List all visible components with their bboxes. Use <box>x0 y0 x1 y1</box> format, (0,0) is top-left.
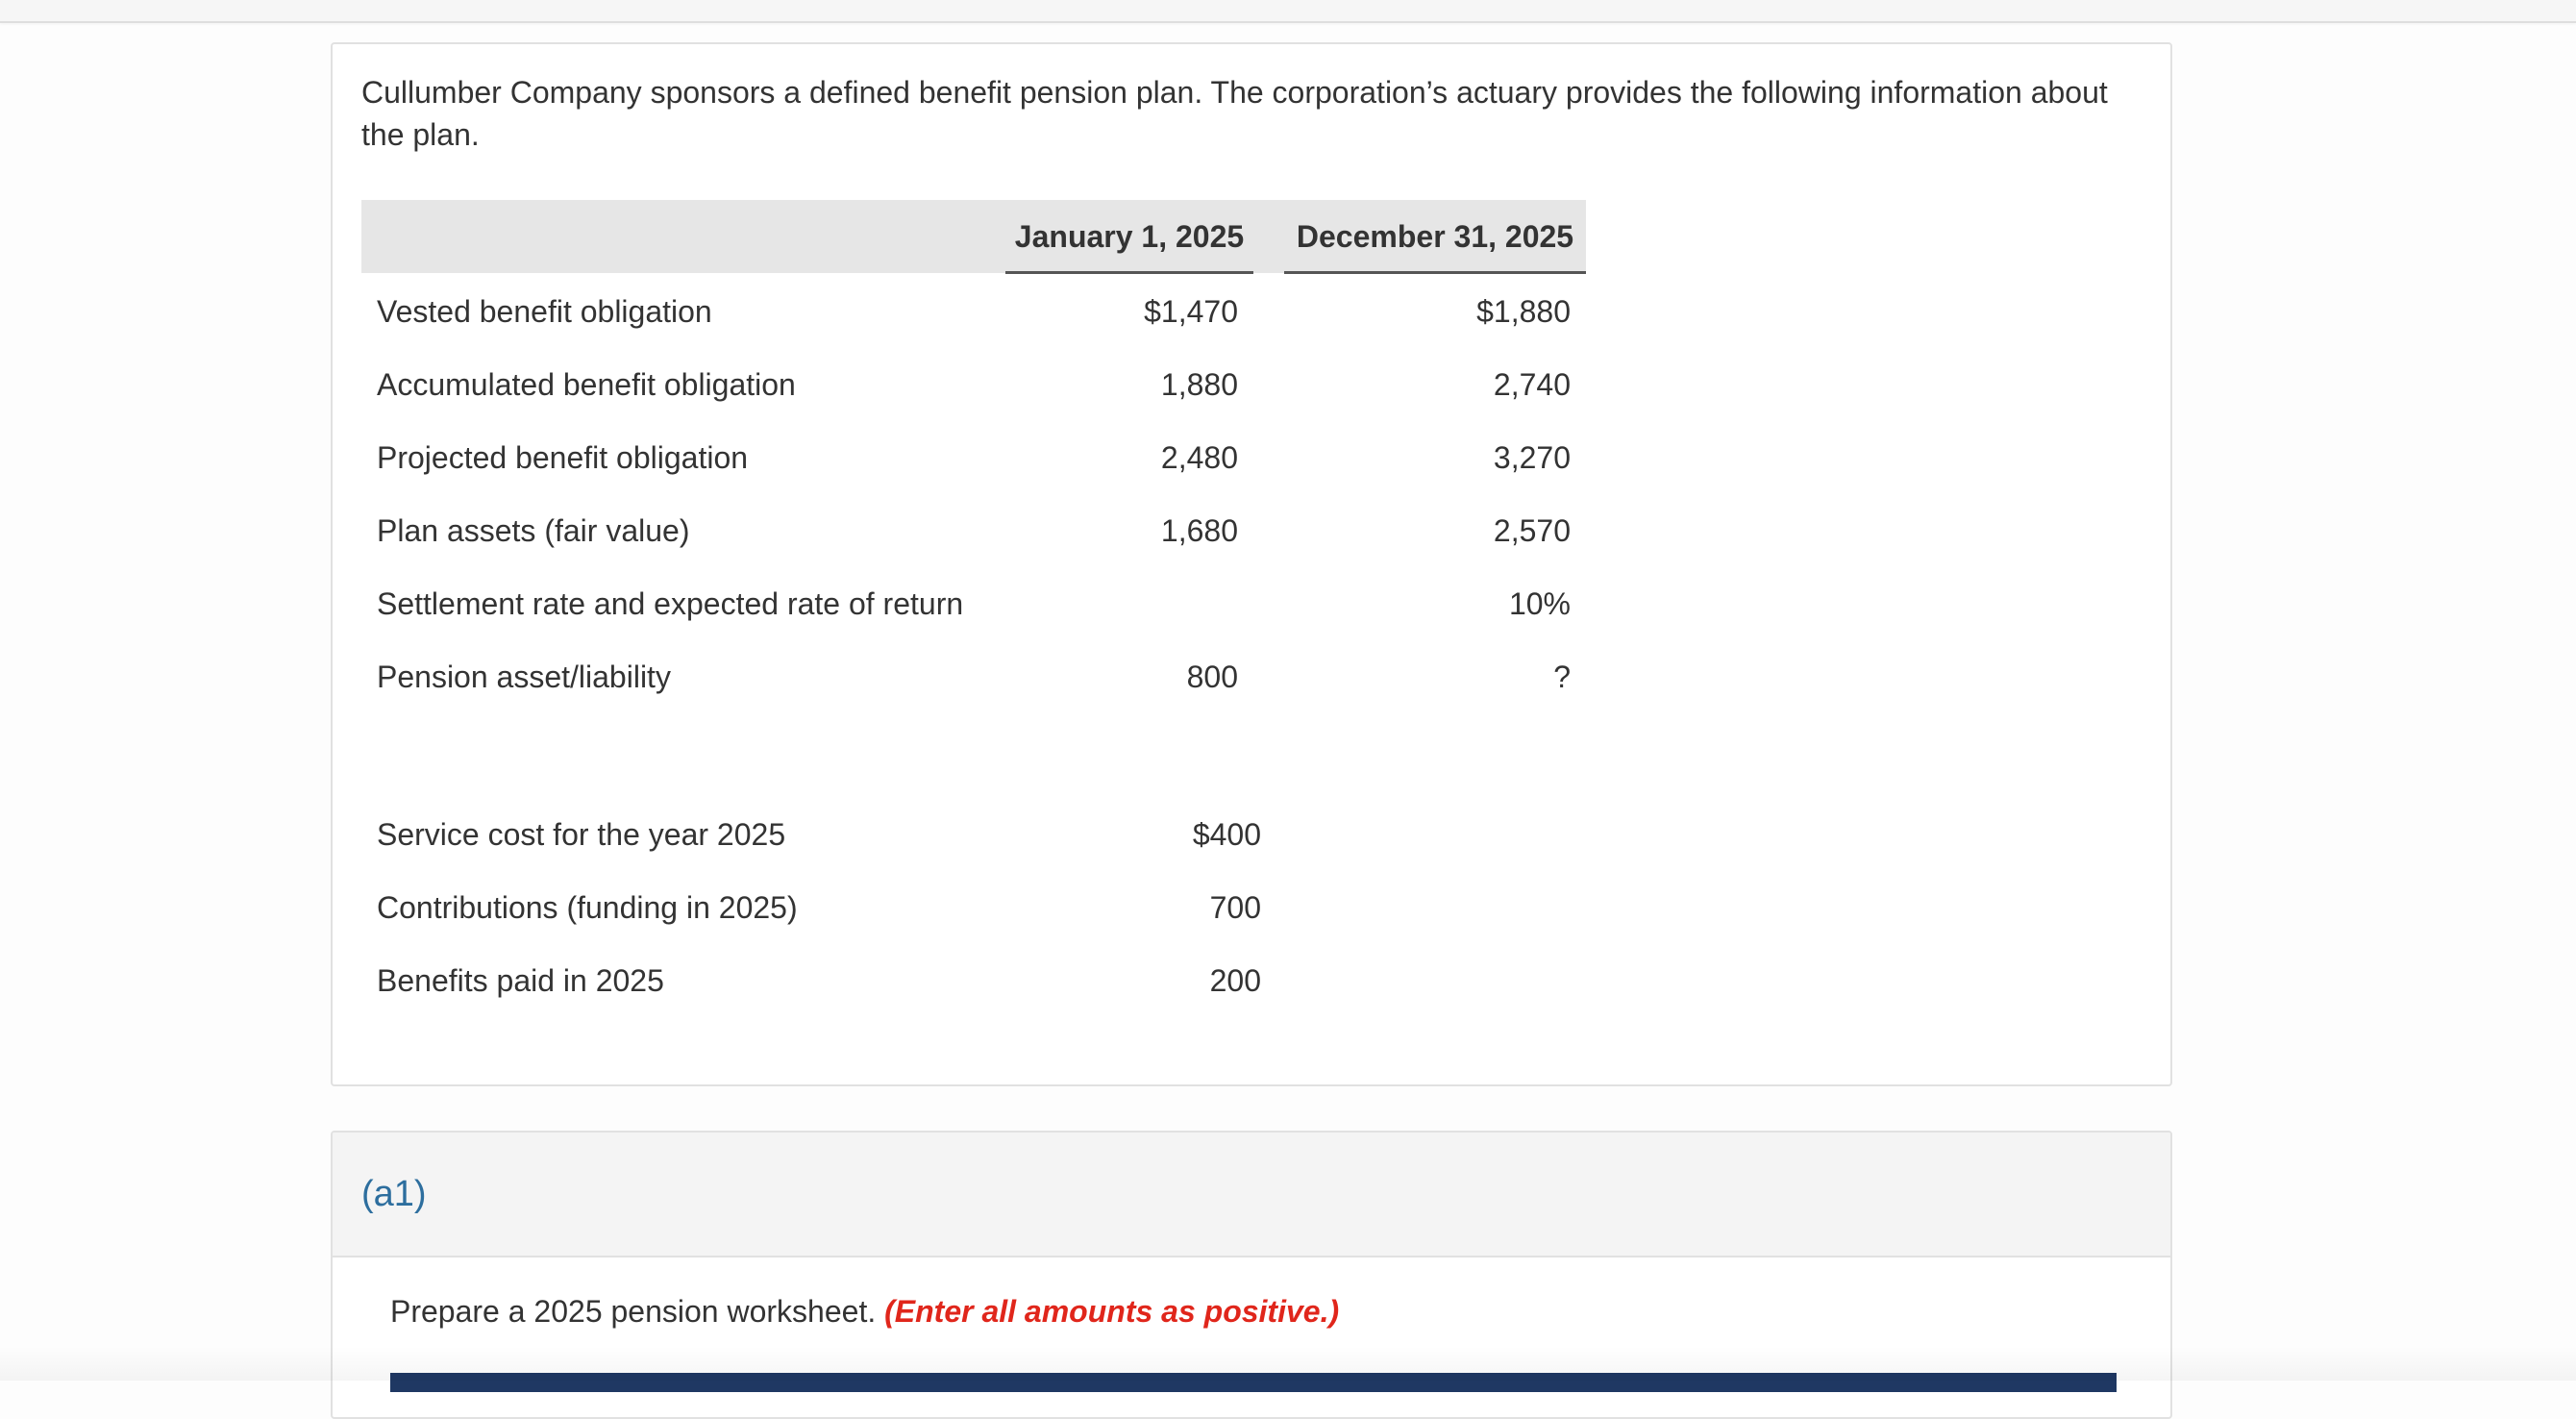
info-value-benefits-paid: 200 <box>1209 963 1261 998</box>
column-header-jan: January 1, 2025 <box>1005 200 1253 274</box>
problem-card <box>331 42 2172 1086</box>
problem-intro: Cullumber Company sponsors a defined benefit pension plan. The corporation’s actuary provides the following information about the plan. <box>361 75 2108 152</box>
info-label-benefits-paid: Benefits paid in 2025 <box>377 963 664 998</box>
cell-plan-assets-jan: 1,680 <box>1160 513 1238 548</box>
cell-projected-jan: 2,480 <box>1160 440 1238 475</box>
cell-plan-assets-dec: 2,570 <box>1493 513 1571 548</box>
cell-pension-asset-liability-dec: ? <box>1553 660 1571 694</box>
cell-settlement-rate-dec: 10% <box>1508 586 1571 621</box>
top-bar <box>0 0 2576 23</box>
row-label-plan-assets: Plan assets (fair value) <box>377 513 690 548</box>
cell-vested-jan: $1,470 <box>1144 294 1238 329</box>
cell-accumulated-jan: 1,880 <box>1160 367 1238 402</box>
part-instruction <box>390 1290 1339 1332</box>
row-label-pension-asset-liability: Pension asset/liability <box>377 660 671 694</box>
part-label: (a1) <box>361 1174 427 1214</box>
instruction-hint: (Enter all amounts as positive.) <box>884 1294 1340 1329</box>
part-header <box>333 1133 2170 1257</box>
row-label-settlement-rate: Settlement rate and expected rate of return <box>377 586 964 621</box>
instruction-text: Prepare a 2025 pension worksheet. <box>390 1294 877 1329</box>
cell-pension-asset-liability-jan: 800 <box>1186 660 1238 694</box>
row-label-vested: Vested benefit obligation <box>377 294 712 329</box>
cell-accumulated-dec: 2,740 <box>1493 367 1571 402</box>
row-label-projected: Projected benefit obligation <box>377 440 749 475</box>
info-value-service-cost: $400 <box>1192 817 1261 852</box>
cell-projected-dec: 3,270 <box>1493 440 1571 475</box>
info-label-service-cost: Service cost for the year 2025 <box>377 817 786 852</box>
part-a1-section <box>331 1131 2172 1419</box>
info-label-contributions: Contributions (funding in 2025) <box>377 890 798 925</box>
cell-vested-dec: $1,880 <box>1476 294 1571 329</box>
column-header-dec: December 31, 2025 <box>1284 200 1586 274</box>
info-value-contributions: 700 <box>1209 890 1261 925</box>
row-label-accumulated: Accumulated benefit obligation <box>377 367 796 402</box>
worksheet-header-bar <box>390 1373 2117 1392</box>
